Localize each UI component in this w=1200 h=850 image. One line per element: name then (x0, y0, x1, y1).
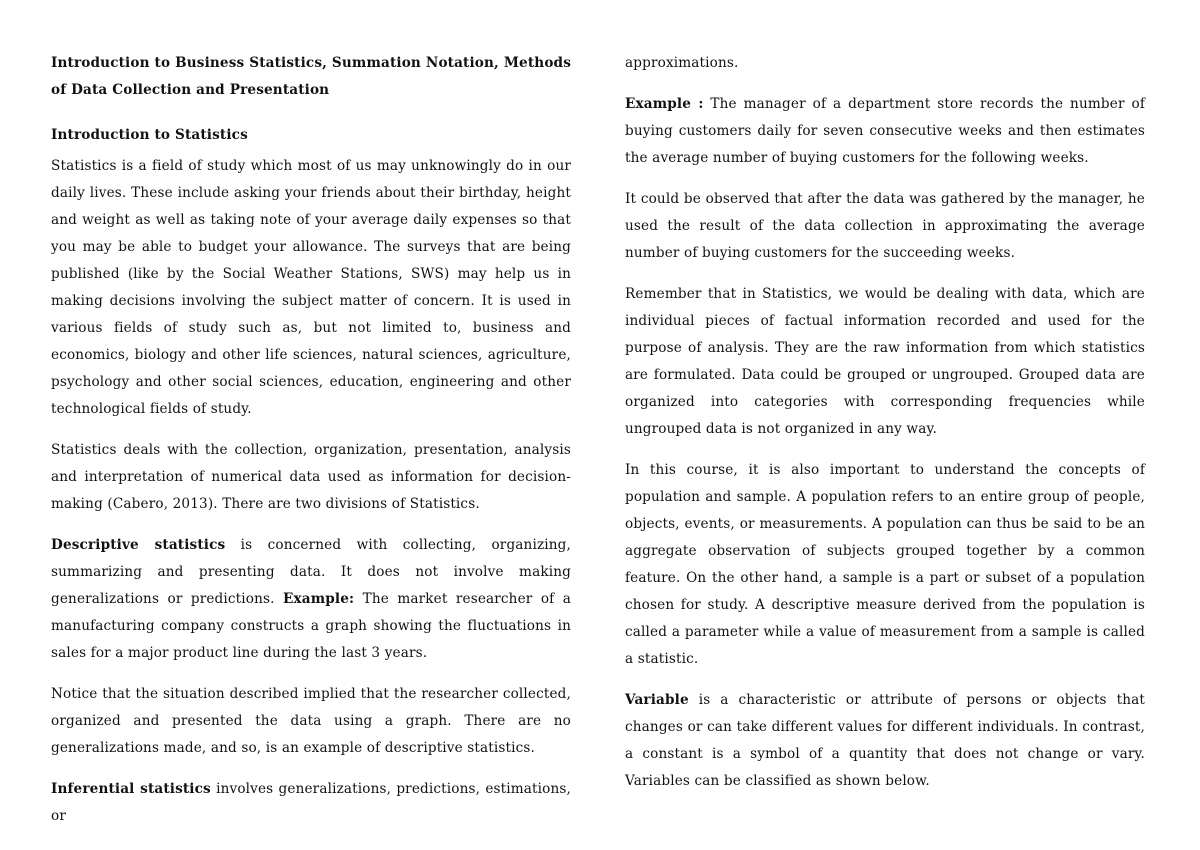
document-title: Introduction to Business Statistics, Summation Notation, Methods of Data Collection and Presentation (51, 55, 571, 98)
paragraph-continuation: approximations. (625, 55, 739, 71)
paragraph-data-definition: Remember that in Statistics, we would be dealing with data, which are individual pieces of factual information recorded and used for the purpose of analysis. They are the raw information from which statistics are formulated. Data could be grouped or ungrouped. Grouped data are organized into categories with corresponding frequencies while ungrouped data is not organized in any way. (625, 286, 1145, 437)
example-label: Example: (283, 591, 355, 607)
term-descriptive-statistics: Descriptive statistics (51, 537, 226, 553)
variable-text: is a characteristic or attribute of persons or objects that changes or can take different values for different individuals. In contrast, a constant is a symbol of a quantity that does not change or vary. Variables can be classified as shown below. (625, 692, 1145, 789)
descriptive-example-text: The market researcher of a manufacturing company constructs a graph showing the fluctuations in sales for a major product line during the last 3 years. (51, 591, 571, 661)
paragraph-inferential-observation: It could be observed that after the data was gathered by the manager, he used the result of the data collection in approximating the average number of buying customers for the succeeding weeks. (625, 191, 1145, 261)
paragraph-inferential-example (625, 91, 1145, 172)
paragraph-inferential-statistics (51, 776, 571, 830)
paragraph-descriptive-statistics (51, 532, 571, 667)
right-column (625, 50, 1145, 809)
inferential-example-text: The manager of a department store records the number of buying customers daily for seven consecutive weeks and then estimates the average number of buying customers for the following weeks. (625, 96, 1146, 166)
section-heading: Introduction to Statistics (51, 127, 248, 143)
term-variable: Variable (625, 692, 689, 708)
paragraph-statistics-intro: Statistics is a field of study which most of us may unknowingly do in our daily lives. These include asking your friends about their birthday, height and weight as well as taking note of your average daily expenses so that you may be able to budget your allowance. The surveys that are being published (like by the Social Weather Stations, SWS) may help us in making decisions involving the subject matter of concern. It is used in various fields of study such as, but not limited to, business and economics, biology and other life sciences, natural sciences, agriculture, psychology and other social sciences, education, engineering and other technological fields of study. (51, 158, 571, 417)
term-inferential-statistics: Inferential statistics (51, 781, 211, 797)
inferential-text: involves generalizations, predictions, estimations, or (51, 781, 571, 824)
paragraph-variable (625, 687, 1145, 795)
example-label: Example : (625, 96, 704, 112)
descriptive-text: is concerned with collecting, organizing, summarizing and presenting data. It does not involve making generalizations or predictions. (51, 537, 571, 607)
paragraph-descriptive-notice: Notice that the situation described implied that the researcher collected, organized and presented the data using a graph. There are no generalizations made, and so, is an example of descriptive statistics. (51, 686, 571, 756)
paragraph-statistics-definition: Statistics deals with the collection, organization, presentation, analysis and interpretation of numerical data used as information for decision-making (Cabero, 2013). There are two divisions of Statistics. (51, 442, 571, 512)
left-column (51, 50, 571, 844)
paragraph-population-sample: In this course, it is also important to understand the concepts of population and sample. A population refers to an entire group of people, objects, events, or measurements. A population can thus be said to be an aggregate observation of subjects grouped together by a common feature. On the other hand, a sample is a part or subset of a population chosen for study. A descriptive measure derived from the population is called a parameter while a value of measurement from a sample is called a statistic. (625, 462, 1145, 667)
